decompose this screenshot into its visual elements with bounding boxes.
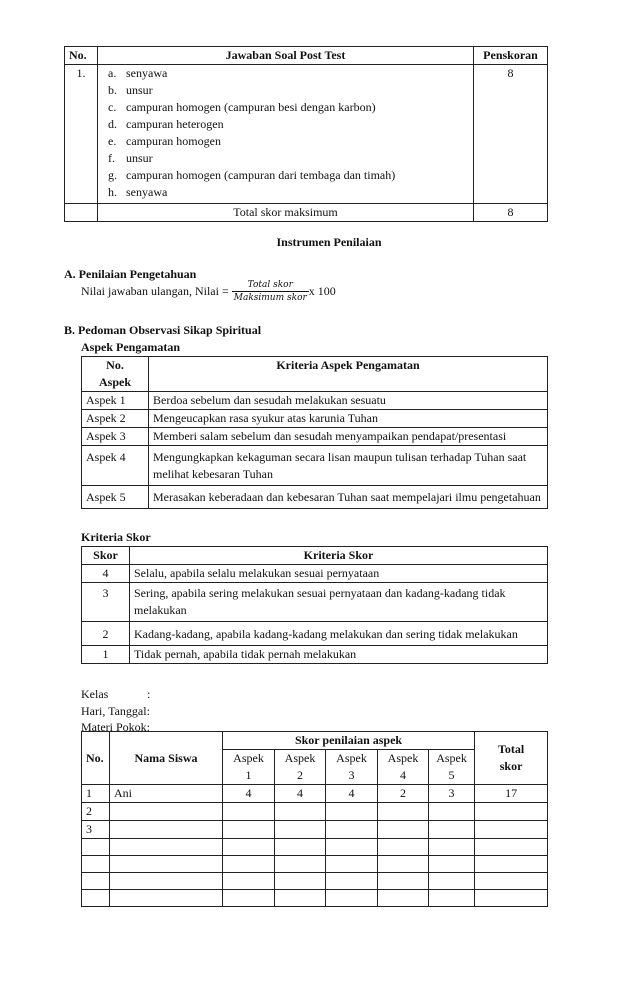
formula-suffix: x 100 bbox=[308, 284, 336, 298]
total-label: Total skor maksimum bbox=[98, 204, 474, 222]
student-no bbox=[82, 873, 110, 890]
aspek-word: Aspek bbox=[336, 751, 367, 765]
post-test-table bbox=[64, 46, 548, 222]
col-header-no: No. bbox=[65, 47, 98, 65]
total-score: 17 bbox=[475, 785, 548, 803]
aspek-2-score bbox=[275, 856, 326, 873]
kriteria-skor-row bbox=[82, 565, 548, 583]
answer-item bbox=[108, 167, 469, 184]
skor-value: 3 bbox=[82, 583, 130, 622]
aspek-text: Mengungkapkan kekaguman secara lisan maupun tulisan terhadap Tuhan saat melihat kebesaran Tuhan bbox=[149, 446, 548, 486]
empty-cell bbox=[65, 204, 98, 222]
answer-text: senyawa bbox=[126, 185, 168, 199]
aspek-2-score bbox=[275, 873, 326, 890]
answer-letter: g. bbox=[108, 168, 117, 182]
aspek-3-score bbox=[326, 803, 378, 821]
aspek-word: Aspek bbox=[436, 751, 467, 765]
answer-text: unsur bbox=[126, 151, 153, 165]
nilai-row bbox=[82, 873, 548, 890]
aspek-5-score bbox=[429, 856, 475, 873]
total-score bbox=[475, 856, 548, 873]
skor-aspek-group-header: Skor penilaian aspek bbox=[223, 732, 475, 750]
answer-letter: b. bbox=[108, 83, 117, 97]
aspek-row bbox=[82, 486, 548, 509]
skor-value: 4 bbox=[82, 565, 130, 583]
row-number: 1. bbox=[65, 65, 98, 204]
answer-text: campuran heterogen bbox=[126, 117, 224, 131]
student-no: 2 bbox=[82, 803, 110, 821]
aspek-text: Merasakan keberadaan dan kebesaran Tuhan saat mempelajari ilmu pengetahuan bbox=[149, 486, 548, 509]
total-score bbox=[475, 803, 548, 821]
total-skor-header-line1: Total bbox=[497, 742, 525, 756]
aspek-2-score bbox=[275, 821, 326, 839]
aspek-4-score bbox=[378, 839, 429, 856]
aspek-2-score bbox=[275, 803, 326, 821]
aspek-num: 3 bbox=[348, 768, 355, 782]
header-aspek: Aspek bbox=[98, 375, 131, 389]
aspek-col-header bbox=[223, 750, 275, 785]
aspek-1-score bbox=[223, 839, 275, 856]
kelas-colon: : bbox=[147, 687, 151, 701]
kriteria-skor-table bbox=[81, 546, 548, 664]
student-name bbox=[110, 821, 223, 839]
total-value: 8 bbox=[474, 204, 548, 222]
student-name bbox=[110, 839, 223, 856]
aspek-3-score bbox=[326, 890, 378, 907]
student-no bbox=[82, 890, 110, 907]
nilai-header-row-1 bbox=[82, 732, 548, 750]
aspek-word: Aspek bbox=[233, 751, 264, 765]
aspek-no: Aspek 2 bbox=[82, 410, 149, 428]
student-no bbox=[82, 856, 110, 873]
aspek-5-score bbox=[429, 890, 475, 907]
aspek-2-score: 4 bbox=[275, 785, 326, 803]
aspek-3-score bbox=[326, 821, 378, 839]
total-score bbox=[475, 839, 548, 856]
aspek-1-score bbox=[223, 856, 275, 873]
instrumen-title: Instrumen Penilaian bbox=[276, 235, 382, 249]
post-test-row bbox=[65, 65, 548, 204]
aspek-num: 4 bbox=[400, 768, 406, 782]
nama-siswa-header: Nama Siswa bbox=[110, 732, 223, 785]
total-score bbox=[475, 890, 548, 907]
skor-text: Selalu, apabila selalu melakukan sesuai pernyataan bbox=[130, 565, 548, 583]
formula-numerator: Total skor bbox=[232, 279, 309, 292]
hari-tanggal-label: Hari, Tanggal: bbox=[81, 704, 150, 718]
aspek-3-score bbox=[326, 856, 378, 873]
aspek-pengamatan-heading: Aspek Pengamatan bbox=[81, 340, 181, 354]
aspek-4-score bbox=[378, 890, 429, 907]
kelas-label: Kelas bbox=[81, 687, 109, 701]
nilai-body bbox=[82, 785, 548, 907]
student-no bbox=[82, 839, 110, 856]
kriteria-skor-row bbox=[82, 583, 548, 622]
aspek-2-score bbox=[275, 890, 326, 907]
skor-text: Kadang-kadang, apabila kadang-kadang melakukan dan sering tidak melakukan bbox=[130, 622, 548, 646]
answer-text: senyawa bbox=[126, 66, 168, 80]
formula-denominator: Maksimum skor bbox=[233, 293, 307, 303]
skor-value: 1 bbox=[82, 646, 130, 664]
aspek-no: Aspek 1 bbox=[82, 392, 149, 410]
skor-text: Sering, apabila sering melakukan sesuai pernyataan dan kadang-kadang tidak melakukan bbox=[130, 583, 548, 622]
aspek-col-header bbox=[326, 750, 378, 785]
answer-letter: d. bbox=[108, 117, 117, 131]
formula-fraction bbox=[232, 279, 309, 304]
answer-text: campuran homogen (campuran dari tembaga dan timah) bbox=[126, 168, 396, 182]
aspek-no-header bbox=[82, 357, 149, 392]
aspek-3-score bbox=[326, 839, 378, 856]
kriteria-skor-header-row bbox=[82, 547, 548, 565]
answer-letter: f. bbox=[108, 151, 115, 165]
answer-item bbox=[108, 150, 469, 167]
student-name bbox=[110, 856, 223, 873]
aspek-5-score bbox=[429, 873, 475, 890]
answer-item bbox=[108, 116, 469, 133]
formula bbox=[81, 279, 336, 304]
aspek-row bbox=[82, 446, 548, 486]
aspek-col-header bbox=[378, 750, 429, 785]
skor-value: 2 bbox=[82, 622, 130, 646]
total-skor-header bbox=[475, 732, 548, 785]
aspek-4-score bbox=[378, 821, 429, 839]
aspek-num: 1 bbox=[245, 768, 252, 782]
section-a-heading: A. Penilaian Pengetahuan bbox=[64, 267, 197, 281]
aspek-1-score bbox=[223, 873, 275, 890]
skor-header: Skor bbox=[82, 547, 130, 565]
student-name bbox=[110, 803, 223, 821]
answer-item bbox=[108, 99, 469, 116]
student-no: 1 bbox=[82, 785, 110, 803]
aspek-5-score: 3 bbox=[429, 785, 475, 803]
header-no: No. bbox=[106, 358, 124, 372]
kriteria-skor-row bbox=[82, 622, 548, 646]
nilai-row bbox=[82, 839, 548, 856]
aspek-num: 2 bbox=[297, 768, 303, 782]
aspek-no: Aspek 4 bbox=[82, 446, 149, 486]
answer-letter: e. bbox=[108, 134, 117, 148]
aspek-4-score: 2 bbox=[378, 785, 429, 803]
aspek-5-score bbox=[429, 803, 475, 821]
aspek-5-score bbox=[429, 821, 475, 839]
materi-pokok-label: Materi Pokok: bbox=[81, 720, 150, 734]
aspek-1-score bbox=[223, 803, 275, 821]
post-test-header-row bbox=[65, 47, 548, 65]
aspek-4-score bbox=[378, 803, 429, 821]
aspek-4-score bbox=[378, 856, 429, 873]
aspek-3-score: 4 bbox=[326, 785, 378, 803]
section-b-heading: B. Pedoman Observasi Sikap Spiritual bbox=[64, 323, 262, 337]
nilai-row bbox=[82, 821, 548, 839]
aspek-1-score bbox=[223, 821, 275, 839]
aspek-2-score bbox=[275, 839, 326, 856]
aspek-row bbox=[82, 392, 548, 410]
answer-letter: a. bbox=[108, 66, 117, 80]
aspek-text: Berdoa sebelum dan sesudah melakukan sesuatu bbox=[149, 392, 548, 410]
answer-text: campuran homogen bbox=[126, 134, 221, 148]
aspek-text: Mengeucapkan rasa syukur atas karunia Tuhan bbox=[149, 410, 548, 428]
aspek-text: Memberi salam sebelum dan sesudah menyampaikan pendapat/presentasi bbox=[149, 428, 548, 446]
aspek-no: Aspek 5 bbox=[82, 486, 149, 509]
answer-text: campuran homogen (campuran besi dengan karbon) bbox=[126, 100, 376, 114]
total-score bbox=[475, 873, 548, 890]
student-name bbox=[110, 890, 223, 907]
nilai-row bbox=[82, 890, 548, 907]
answer-letter: h. bbox=[108, 185, 117, 199]
nilai-no-header: No. bbox=[82, 732, 110, 785]
answer-letter: c. bbox=[108, 100, 117, 114]
aspek-table bbox=[81, 356, 548, 509]
student-name bbox=[110, 873, 223, 890]
aspek-word: Aspek bbox=[284, 751, 316, 765]
student-no: 3 bbox=[82, 821, 110, 839]
answer-item bbox=[108, 82, 469, 99]
aspek-no: Aspek 3 bbox=[82, 428, 149, 446]
skor-text: Tidak pernah, apabila tidak pernah melakukan bbox=[130, 646, 548, 664]
aspek-3-score bbox=[326, 873, 378, 890]
kriteria-skor-heading: Kriteria Skor bbox=[81, 530, 151, 544]
aspek-row bbox=[82, 410, 548, 428]
answer-list bbox=[98, 65, 474, 204]
answer-item bbox=[108, 184, 469, 201]
post-test-total-row bbox=[65, 204, 548, 222]
aspek-4-score bbox=[378, 873, 429, 890]
col-header-penskoran: Penskoran bbox=[474, 47, 548, 65]
aspek-row bbox=[82, 428, 548, 446]
total-score bbox=[475, 821, 548, 839]
aspek-col-header bbox=[275, 750, 326, 785]
kriteria-aspek-header: Kriteria Aspek Pengamatan bbox=[149, 357, 548, 392]
total-skor-header-line2: skor bbox=[499, 759, 523, 773]
aspek-col-header bbox=[429, 750, 475, 785]
aspek-header-row bbox=[82, 357, 548, 392]
aspek-1-score bbox=[223, 890, 275, 907]
nilai-row bbox=[82, 785, 548, 803]
student-name: Ani bbox=[110, 785, 223, 803]
kriteria-skor-col-header: Kriteria Skor bbox=[130, 547, 548, 565]
answer-item bbox=[108, 133, 469, 150]
aspek-1-score: 4 bbox=[223, 785, 275, 803]
nilai-row bbox=[82, 856, 548, 873]
kelas-line bbox=[81, 686, 151, 703]
col-header-jawaban: Jawaban Soal Post Test bbox=[98, 47, 474, 65]
nilai-table bbox=[81, 731, 548, 907]
aspek-word: Aspek bbox=[387, 751, 419, 765]
answer-text: unsur bbox=[126, 83, 153, 97]
score-value: 8 bbox=[474, 65, 548, 204]
aspek-num: 5 bbox=[448, 768, 455, 782]
aspek-5-score bbox=[429, 839, 475, 856]
kriteria-skor-row bbox=[82, 646, 548, 664]
answer-item bbox=[108, 65, 469, 82]
nilai-row bbox=[82, 803, 548, 821]
formula-prefix: Nilai jawaban ulangan, Nilai = bbox=[81, 284, 229, 298]
